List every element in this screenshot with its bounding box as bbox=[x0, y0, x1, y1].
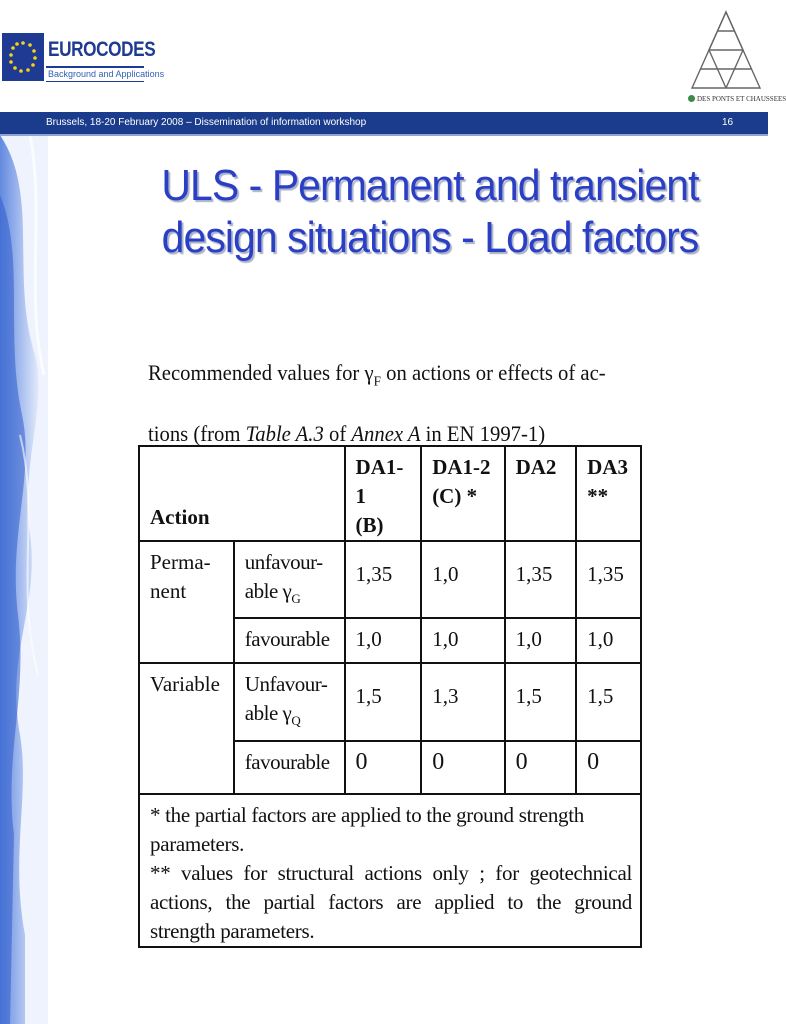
intro-text bbox=[148, 347, 613, 460]
slide-title bbox=[142, 160, 719, 264]
intro-line-1 bbox=[148, 347, 613, 408]
intro-line2-c: of bbox=[323, 421, 352, 447]
table-cell: 1,3 bbox=[421, 663, 504, 741]
action-header: Action bbox=[150, 505, 210, 529]
col-da1-1-l1: DA1-1 bbox=[355, 455, 404, 508]
footnote-cell bbox=[139, 794, 641, 947]
table-cell: 1,5 bbox=[345, 663, 422, 741]
col-da2 bbox=[505, 446, 577, 541]
permanent-unfav-l2: able γ bbox=[244, 579, 292, 603]
col-da1-2-l2: (C) * bbox=[432, 484, 478, 508]
permanent-label-l2: nent bbox=[150, 579, 187, 603]
table-ref: Table A.3 bbox=[245, 421, 324, 447]
school-caption: DES PONTS ET CHAUSSEES bbox=[697, 95, 786, 103]
col-da1-1-l2: (B) bbox=[355, 513, 384, 537]
col-da3-l1: DA3 bbox=[587, 455, 628, 479]
col-da1-1 bbox=[345, 446, 422, 541]
header-bar bbox=[0, 112, 768, 134]
school-triangle-logo bbox=[688, 8, 764, 108]
variable-fav-label: favourable bbox=[234, 741, 345, 794]
table-cell: 1,35 bbox=[505, 541, 577, 618]
table-cell: 0 bbox=[345, 741, 422, 794]
col-da1-2 bbox=[421, 446, 504, 541]
event-label: Brussels, 18-20 February 2008 – Dissemination of information workshop bbox=[46, 117, 367, 128]
footnote-1: * the partial factors are applied to the ground strength parameters. bbox=[150, 803, 584, 856]
footnote-2: ** values for structural actions only ; for geotechnical actions, the partial factors are applied to the ground strength parameters. bbox=[150, 861, 632, 943]
title-line-2: design situations - Load factors bbox=[161, 213, 699, 262]
table-cell: 1,5 bbox=[505, 663, 577, 741]
gamma-g-subscript: G bbox=[291, 591, 301, 607]
page-number: 16 bbox=[722, 117, 734, 128]
table-cell: 0 bbox=[505, 741, 577, 794]
col-da2-l1: DA2 bbox=[515, 455, 557, 479]
table-cell: 1,35 bbox=[345, 541, 422, 618]
table-cell: 1,0 bbox=[576, 618, 641, 663]
table-cell: 1,0 bbox=[421, 541, 504, 618]
intro-line1-prefix: Recommended values for γ bbox=[148, 360, 374, 385]
variable-label-cell: Variable bbox=[139, 663, 234, 794]
table-cell: 1,35 bbox=[576, 541, 641, 618]
col-da1-2-l1: DA1-2 bbox=[432, 455, 491, 479]
logo-subtitle: Background and Applications bbox=[48, 69, 165, 79]
annex-ref: Annex A bbox=[351, 421, 421, 447]
table-row bbox=[139, 663, 641, 741]
title-line-1: ULS - Permanent and transient bbox=[161, 161, 699, 210]
permanent-label-cell bbox=[139, 541, 234, 663]
logo-underline bbox=[46, 81, 144, 82]
permanent-label-l1: Perma- bbox=[150, 550, 211, 574]
footnote-row bbox=[139, 794, 641, 947]
permanent-unfav-label bbox=[234, 541, 345, 618]
eu-flag-logo bbox=[2, 33, 44, 81]
table-row bbox=[139, 541, 641, 618]
table-cell: 1,0 bbox=[505, 618, 577, 663]
table-cell: 1,5 bbox=[576, 663, 641, 741]
table-cell: 1,0 bbox=[345, 618, 422, 663]
variable-unfav-label bbox=[234, 663, 345, 741]
table-cell: 1,0 bbox=[421, 618, 504, 663]
gamma-f-subscript: F bbox=[373, 374, 381, 390]
col-da3 bbox=[576, 446, 641, 541]
permanent-fav-label: favourable bbox=[234, 618, 345, 663]
action-header-cell bbox=[139, 446, 345, 541]
intro-line2-a: tions (from bbox=[148, 421, 246, 447]
background-swirl-decoration bbox=[0, 135, 48, 1024]
logo-rule bbox=[46, 66, 144, 68]
header-stripe bbox=[0, 134, 768, 136]
variable-unfav-l1: Unfavour- bbox=[244, 672, 328, 696]
table-header-row bbox=[139, 446, 641, 541]
logo-title: EUROCODES bbox=[48, 38, 156, 61]
school-logo-dot bbox=[688, 95, 695, 102]
gamma-q-subscript: Q bbox=[291, 713, 301, 729]
intro-line1-suffix: on actions or effects of ac- bbox=[380, 360, 606, 385]
table-cell: 0 bbox=[421, 741, 504, 794]
permanent-unfav-l1: unfavour- bbox=[244, 550, 323, 574]
table-cell: 0 bbox=[576, 741, 641, 794]
intro-line2-e: in EN 1997-1) bbox=[420, 421, 546, 447]
variable-unfav-l2: able γ bbox=[244, 701, 292, 725]
load-factors-table bbox=[138, 445, 642, 948]
col-da3-l2: ** bbox=[587, 484, 609, 508]
